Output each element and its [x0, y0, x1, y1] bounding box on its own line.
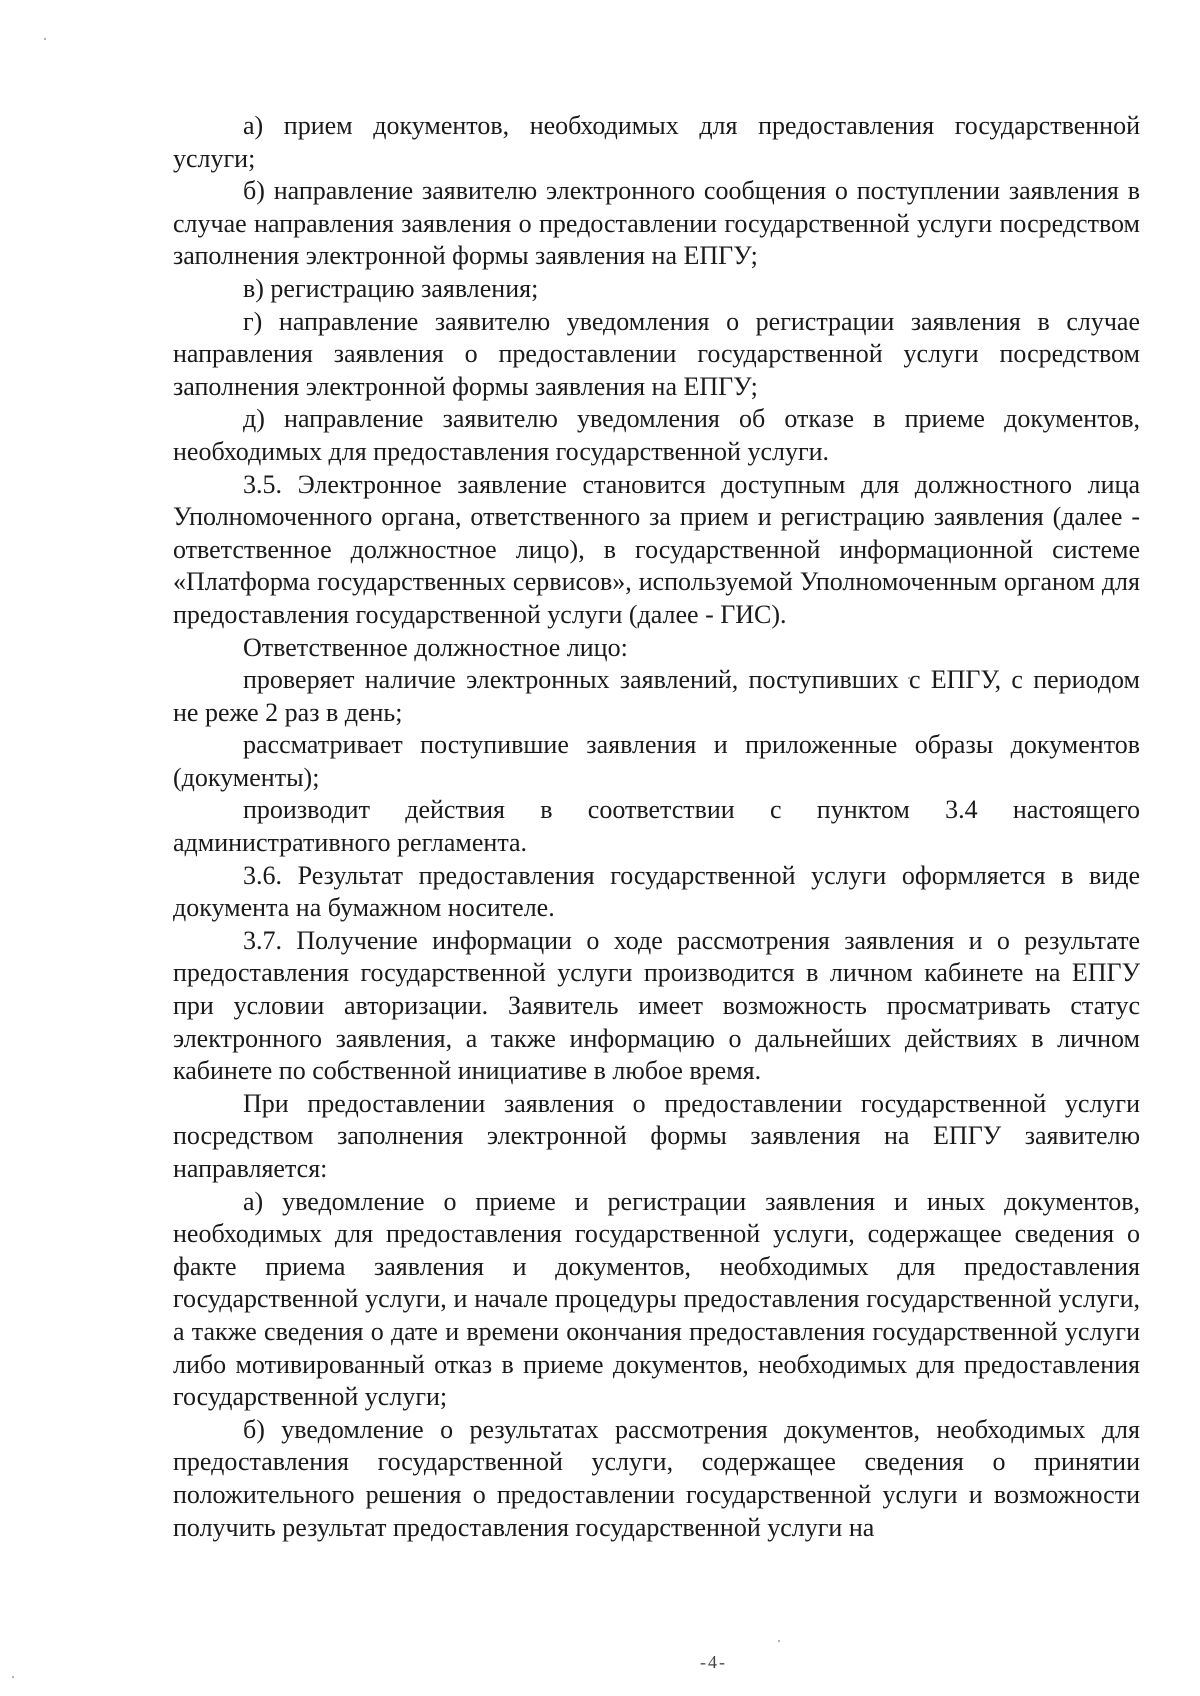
scan-speck — [44, 38, 46, 40]
document-body — [173, 110, 1140, 1544]
paragraph-notification-a: а) уведомление о приеме и регистрации заявления и иных документов, необходимых для предоставления государственной услуги, содержащее сведения о факте приема заявления и документов, необходимых для предоставления государственной услуги, и начале процедуры предоставления государственной услуги, а также сведения о дате и времени окончания предоставления государственной услуги либо мотивированный отказ в приеме документов, необходимых для предоставления государственной услуги; — [173, 1186, 1140, 1412]
scan-speck — [12, 1676, 14, 1678]
paragraph-reviews-applications: рассматривает поступившие заявления и приложенные образы документов (документы); — [173, 730, 1140, 792]
paragraph-item-d-refusal-notice: д) направление заявителю уведомления об отказе в приеме документов, необходимых для предоставления государственной услуги. — [173, 404, 1140, 466]
paragraph-notification-b: б) уведомление о результатах рассмотрения документов, необходимых для предоставления государственной услуги, содержащее сведения о принятии положительного решения о предоставлении государственной услуги и возможности получить результат предоставления государственной услуги на — [173, 1414, 1140, 1542]
paragraph-section-3-5: 3.5. Электронное заявление становится доступным для должностного лица Уполномоченного органа, ответственного за прием и регистрацию заявления (далее - ответственное должностное лицо), в государственной информационной системе «Платформа государственных сервисов», используемой Уполномоченным органом для предоставления государственной услуги (далее - ГИС). — [173, 469, 1140, 629]
paragraph-notification-intro: При предоставлении заявления о предоставлении государственной услуги посредством заполнения электронной формы заявления на ЕПГУ заявителю направляется: — [173, 1088, 1140, 1183]
scan-speck — [778, 1640, 780, 1642]
paragraph-checks-applications: проверяет наличие электронных заявлений, поступивших с ЕПГУ, с периодом не реже 2 раз в день; — [173, 665, 1140, 727]
paragraph-section-3-6: 3.6. Результат предоставления государственной услуги оформляется в виде документа на бумажном носителе. — [173, 860, 1140, 923]
paragraph-item-b-electronic-message: б) направление заявителю электронного сообщения о поступлении заявления в случае направления заявления о предоставлении государственной услуги посредством заполнения электронной формы заявления на ЕПГУ; — [173, 176, 1140, 271]
paragraph-performs-actions: производит действия в соответствии с пунктом 3.4 настоящего административного регламента. — [173, 795, 1140, 858]
page-number: -4- — [700, 1652, 727, 1672]
paragraph-item-g-registration-notice: г) направление заявителю уведомления о регистрации заявления в случае направления заявления о предоставлении государственной услуги посредством заполнения электронной формы заявления на ЕПГУ; — [173, 306, 1140, 401]
paragraph-item-v-registration: в) регистрацию заявления; — [243, 273, 539, 303]
paragraph-item-a-document-acceptance: а) прием документов, необходимых для предоставления государственной услуги; — [173, 111, 1140, 173]
paragraph-responsible-official: Ответственное должностное лицо: — [243, 632, 628, 662]
paragraph-section-3-7: 3.7. Получение информации о ходе рассмотрения заявления и о результате предоставления государственной услуги производится в личном кабинете на ЕПГУ при условии авторизации. Заявитель имеет возможность просматривать статус электронного заявления, а также информацию о дальнейших действиях в личном кабинете по собственной инициативе в любое время. — [173, 925, 1140, 1086]
